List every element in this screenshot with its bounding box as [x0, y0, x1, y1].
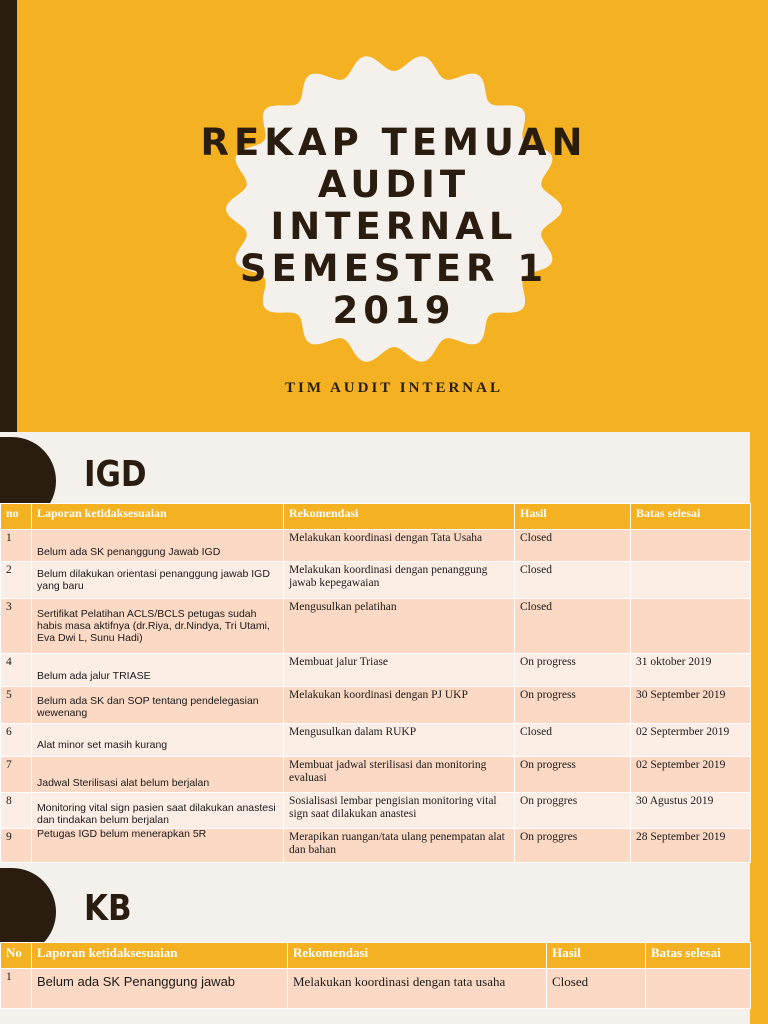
cell-hasil: On progress	[515, 654, 631, 687]
cell-laporan-text: Belum ada SK penanggung Jawab IGD	[37, 546, 221, 558]
right-accent-strip	[750, 432, 768, 864]
header-no: No	[1, 943, 32, 969]
header-laporan: Laporan ketidaksesuaian	[32, 943, 288, 969]
cell-hasil: Closed	[547, 969, 646, 1009]
right-accent-strip	[750, 864, 768, 1024]
cell-laporan-text: Monitoring vital sign pasien saat dilakukan anastesi dan tindakan belum berjalan	[37, 802, 276, 826]
cell-hasil: On proggres	[515, 829, 631, 863]
cell-rekomendasi: Merapikan ruangan/tata ulang penempatan alat dan bahan	[284, 829, 515, 863]
title-line: 2019	[332, 289, 456, 332]
cell-laporan-text: Petugas IGD belum menerapkan 5R	[37, 828, 207, 840]
header-rekomendasi: Rekomendasi	[288, 943, 547, 969]
cell-rekomendasi: Melakukan koordinasi dengan tata usaha	[288, 969, 547, 1009]
cell-batas: 02 September 2019	[631, 757, 751, 793]
cell-laporan	[32, 757, 284, 793]
cell-batas	[631, 599, 751, 654]
cell-batas: 28 September 2019	[631, 829, 751, 863]
table-row	[1, 724, 751, 757]
table-header-row	[1, 504, 751, 530]
cell-no: 3	[1, 599, 32, 654]
cell-laporan-text: Sertifikat Pelatihan ACLS/BCLS petugas sudah habis masa aktifnya (dr.Riya, dr.Nindya, Tri Utami, Eva Dwi L, Sunu Hadi)	[37, 608, 270, 644]
cell-rekomendasi: Membuat jadwal sterilisasi dan monitoring evaluasi	[284, 757, 515, 793]
cell-batas: 30 Agustus 2019	[631, 793, 751, 829]
table-header-row	[1, 943, 751, 969]
cell-rekomendasi: Mengusulkan dalam RUKP	[284, 724, 515, 757]
cell-batas: 02 Septermber 2019	[631, 724, 751, 757]
title-slide	[0, 0, 768, 432]
cell-no: 6	[1, 724, 32, 757]
table-row	[1, 757, 751, 793]
cell-rekomendasi: Membuat jalur Triase	[284, 654, 515, 687]
cell-laporan	[32, 599, 284, 654]
cell-rekomendasi: Mengusulkan pelatihan	[284, 599, 515, 654]
table-row	[1, 793, 751, 829]
cell-laporan-text: Belum ada jalur TRIASE	[37, 670, 151, 682]
kb-section-title: KB	[84, 888, 132, 929]
cell-hasil: On proggres	[515, 793, 631, 829]
header-no: no	[1, 504, 32, 530]
cell-batas	[646, 969, 751, 1009]
cell-rekomendasi: Sosialisasi lembar pengisian monitoring vital sign saat dilakukan anastesi	[284, 793, 515, 829]
table-row	[1, 599, 751, 654]
table-row	[1, 562, 751, 599]
cell-laporan	[32, 687, 284, 724]
cell-batas: 31 oktober 2019	[631, 654, 751, 687]
table-row	[1, 969, 751, 1009]
igd-section-title: IGD	[84, 454, 147, 495]
cell-laporan-text: Belum dilakukan orientasi penanggung jawab IGD yang baru	[37, 568, 270, 592]
header-hasil: Hasil	[547, 943, 646, 969]
cell-hasil: On progress	[515, 687, 631, 724]
header-batas: Batas selesai	[631, 504, 751, 530]
header-batas: Batas selesai	[646, 943, 751, 969]
cell-no: 5	[1, 687, 32, 724]
cell-rekomendasi: Melakukan koordinasi dengan Tata Usaha	[284, 530, 515, 562]
title-line: REKAP TEMUAN	[200, 121, 588, 164]
cell-batas	[631, 530, 751, 562]
cell-batas: 30 September 2019	[631, 687, 751, 724]
table-row	[1, 829, 751, 863]
cell-no: 1	[1, 530, 32, 562]
cell-rekomendasi: Melakukan koordinasi dengan penanggung jawab kepegawaian	[284, 562, 515, 599]
cell-no: 7	[1, 757, 32, 793]
cell-laporan-text: Jadwal Sterilisasi alat belum berjalan	[37, 777, 210, 789]
cell-hasil: On progress	[515, 757, 631, 793]
cell-laporan	[32, 724, 284, 757]
cell-laporan	[32, 530, 284, 562]
cell-laporan: Belum ada SK Penanggung jawab	[32, 969, 288, 1009]
cell-laporan	[32, 829, 284, 863]
cell-no: 4	[1, 654, 32, 687]
cell-hasil: Closed	[515, 562, 631, 599]
title-line: SEMESTER 1	[239, 247, 549, 290]
header-hasil: Hasil	[515, 504, 631, 530]
cell-laporan	[32, 562, 284, 599]
cell-no: 8	[1, 793, 32, 829]
cell-hasil: Closed	[515, 599, 631, 654]
cell-rekomendasi: Melakukan koordinasi dengan PJ UKP	[284, 687, 515, 724]
cell-laporan-text: Belum ada SK dan SOP tentang pendelegasian wewenang	[37, 695, 259, 719]
cell-laporan	[32, 793, 284, 829]
cell-no: 9	[1, 829, 32, 863]
header-rekomendasi: Rekomendasi	[284, 504, 515, 530]
cell-hasil: Closed	[515, 530, 631, 562]
table-row	[1, 654, 751, 687]
presentation-subtitle: TIM AUDIT INTERNAL	[285, 380, 503, 396]
cell-batas	[631, 562, 751, 599]
cell-laporan-text: Alat minor set masih kurang	[37, 739, 168, 751]
left-accent-bar	[0, 0, 17, 432]
presentation-title	[200, 122, 588, 332]
header-laporan: Laporan ketidaksesuaian	[32, 504, 284, 530]
cell-laporan	[32, 654, 284, 687]
igd-findings-table	[0, 503, 751, 863]
cell-hasil: Closed	[515, 724, 631, 757]
table-row	[1, 530, 751, 562]
cell-no: 2	[1, 562, 32, 599]
kb-findings-table	[0, 942, 751, 1009]
table-row	[1, 687, 751, 724]
title-line: AUDIT INTERNAL	[270, 163, 518, 248]
cell-no: 1	[1, 969, 32, 1009]
